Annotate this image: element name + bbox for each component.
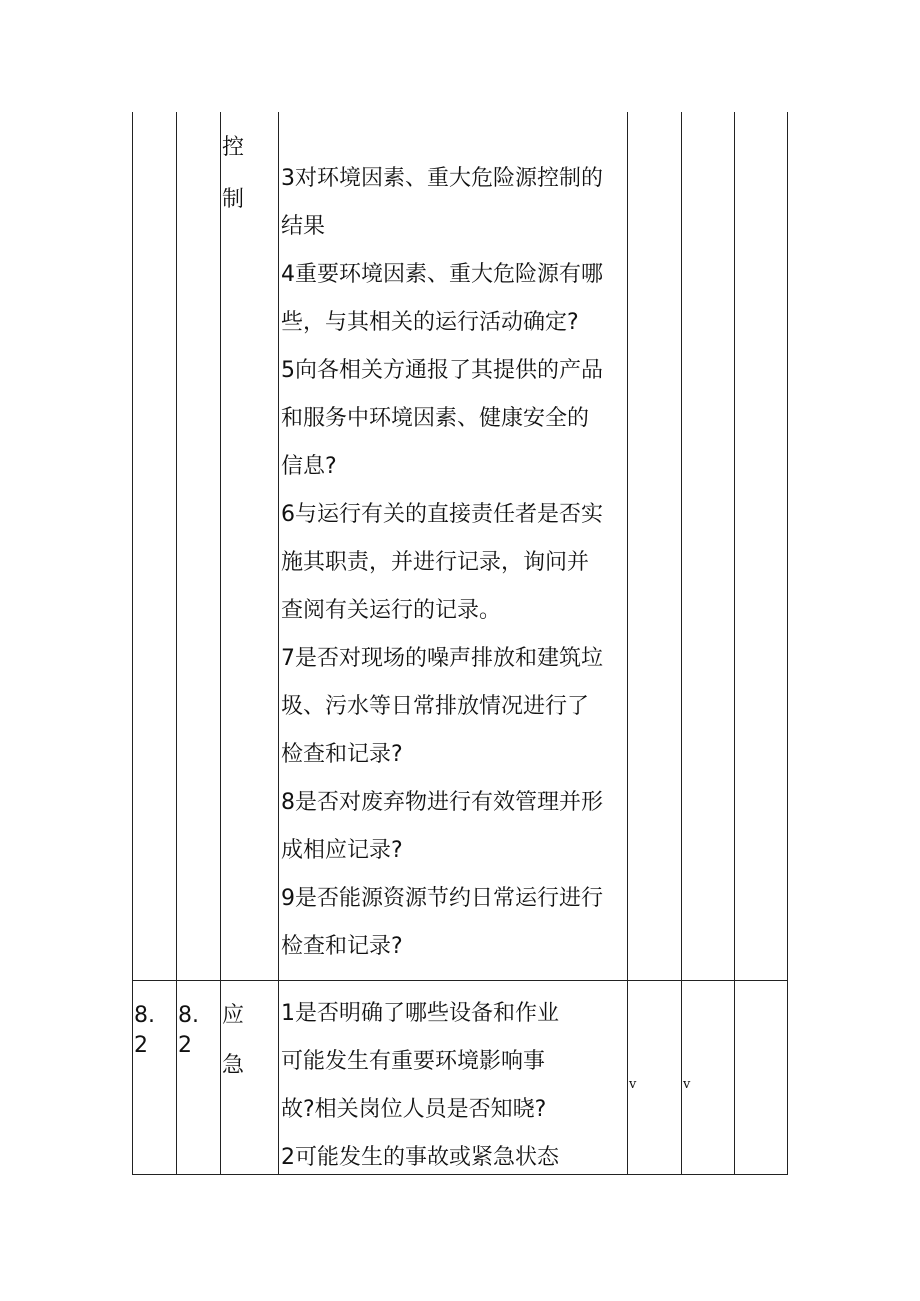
list-item: 1是否明确了哪些设备和作业 [281,1001,559,1026]
clause-number: 2 [134,1033,148,1058]
list-item: 2可能发生的事故或紧急状态 [281,1145,559,1170]
list-item: 5向各相关方通报了其提供的产品 [281,358,603,383]
topic-char: 急 [222,1053,245,1078]
check-mark: v [629,1077,637,1092]
section1-items-cell [281,155,603,971]
column-divider [734,112,735,1175]
topic-char: 控 [222,135,245,160]
topic-char: 应 [222,1003,245,1028]
column-divider [278,112,279,1175]
section2-clause-cell [134,990,155,1072]
subclause-number: 2 [178,1033,192,1058]
clause-number: 8. [134,1003,155,1028]
list-item: 查阅有关运行的记录。 [281,598,502,623]
section1-topic-cell [222,122,244,226]
list-item: 结果 [281,214,326,239]
table-border-right [787,112,788,1175]
section2-items-cell [281,990,559,1182]
column-divider [220,112,221,1175]
check-mark: v [683,1077,691,1092]
topic-char: 制 [222,187,245,212]
row-divider [132,980,788,981]
list-item: 3对环境因素、重大危险源控制的 [281,166,603,191]
list-item: 和服务中环境因素、健康安全的 [281,406,590,431]
list-item: 施其职责，并进行记录，询问并 [281,550,590,575]
list-item: 8是否对废弃物进行有效管理并形 [281,790,603,815]
list-item: 7是否对现场的噪声排放和建筑垃 [281,646,603,671]
list-item: 成相应记录? [281,838,403,863]
list-item: 圾、污水等日常排放情况进行了 [281,694,590,719]
list-item: 些，与其相关的运行活动确定? [281,310,579,335]
subclause-number: 8. [178,1003,199,1028]
column-divider [681,112,682,1175]
list-item: 信息? [281,454,337,479]
column-divider [176,112,177,1175]
list-item: 9是否能源资源节约日常运行进行 [281,886,603,911]
list-item: 6与运行有关的直接责任者是否实 [281,502,603,527]
list-item: 4重要环境因素、重大危险源有哪 [281,262,603,287]
column-divider [627,112,628,1175]
list-item: 可能发生有重要环境影响事 [281,1049,546,1074]
list-item: 故?相关岗位人员是否知晓? [281,1097,547,1122]
table-border-left [132,112,133,1175]
section2-subclause-cell [178,990,199,1072]
section2-topic-cell [222,990,244,1092]
list-item: 检查和记录? [281,742,403,767]
list-item: 检查和记录? [281,934,403,959]
